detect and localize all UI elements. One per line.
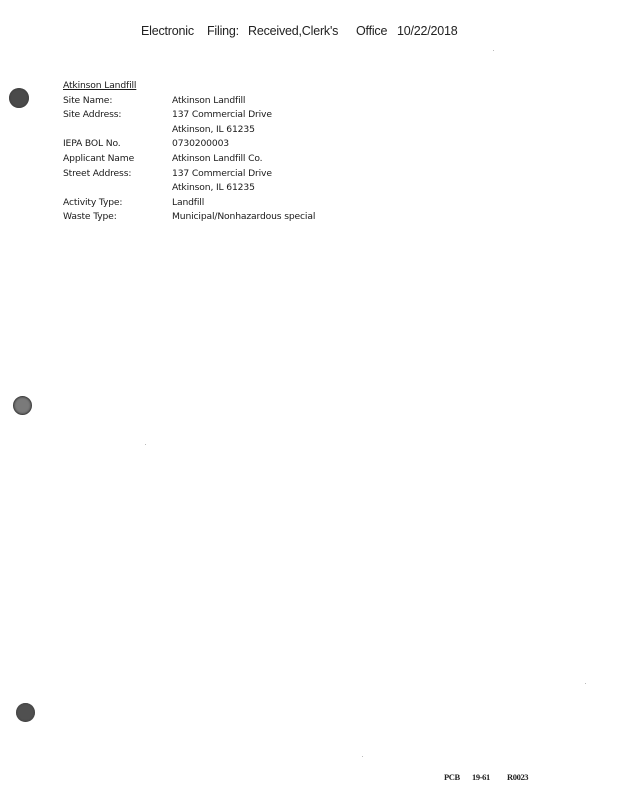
field-site-address (63, 109, 383, 123)
field-value: 137 Commercial Drive (172, 168, 272, 179)
field-site-name (63, 95, 383, 109)
electronic-filing-stamp (0, 24, 617, 42)
field-value: Municipal/Nonhazardous special (172, 211, 316, 222)
stamp-word-electronic: Electronic (141, 24, 194, 38)
field-label: IEPA BOL No. (63, 138, 121, 149)
stamp-word-filing: Filing: (207, 24, 239, 38)
scan-speck (362, 756, 363, 757)
field-value: Atkinson Landfill (172, 95, 246, 106)
punch-hole-top (9, 88, 29, 108)
stamp-word-office: Office (356, 24, 388, 38)
field-value: 0730200003 (172, 138, 229, 149)
field-iepa-bol-no (63, 138, 383, 152)
field-value: Atkinson, IL 61235 (172, 182, 255, 193)
field-value: Landfill (172, 197, 205, 208)
field-label: Site Name: (63, 95, 113, 106)
page-footer (0, 772, 617, 784)
punch-hole-bottom (16, 703, 35, 722)
field-value: Atkinson Landfill Co. (172, 153, 263, 164)
field-street-address-line2 (63, 182, 383, 196)
field-label: Applicant Name (63, 153, 135, 164)
field-label: Activity Type: (63, 197, 123, 208)
field-activity-type (63, 197, 383, 211)
field-label: Street Address: (63, 168, 132, 179)
field-value: 137 Commercial Drive (172, 109, 272, 120)
field-applicant-name (63, 153, 383, 167)
stamp-date: 10/22/2018 (397, 24, 458, 38)
field-label: Waste Type: (63, 211, 117, 222)
field-site-address-line2 (63, 124, 383, 138)
field-label: Site Address: (63, 109, 122, 120)
field-value: Atkinson, IL 61235 (172, 124, 255, 135)
scan-speck (145, 444, 146, 445)
site-record-title: Atkinson Landfill (63, 80, 137, 91)
footer-page-number: R0023 (507, 772, 529, 782)
scan-speck (493, 50, 494, 51)
scan-speck (585, 683, 586, 684)
punch-hole-middle (13, 396, 32, 415)
field-street-address (63, 168, 383, 182)
footer-agency: PCB (444, 772, 460, 782)
stamp-word-received-clerks: Received,Clerk's (248, 24, 339, 38)
footer-docket-number: 19-61 (472, 772, 490, 782)
field-waste-type (63, 211, 383, 225)
